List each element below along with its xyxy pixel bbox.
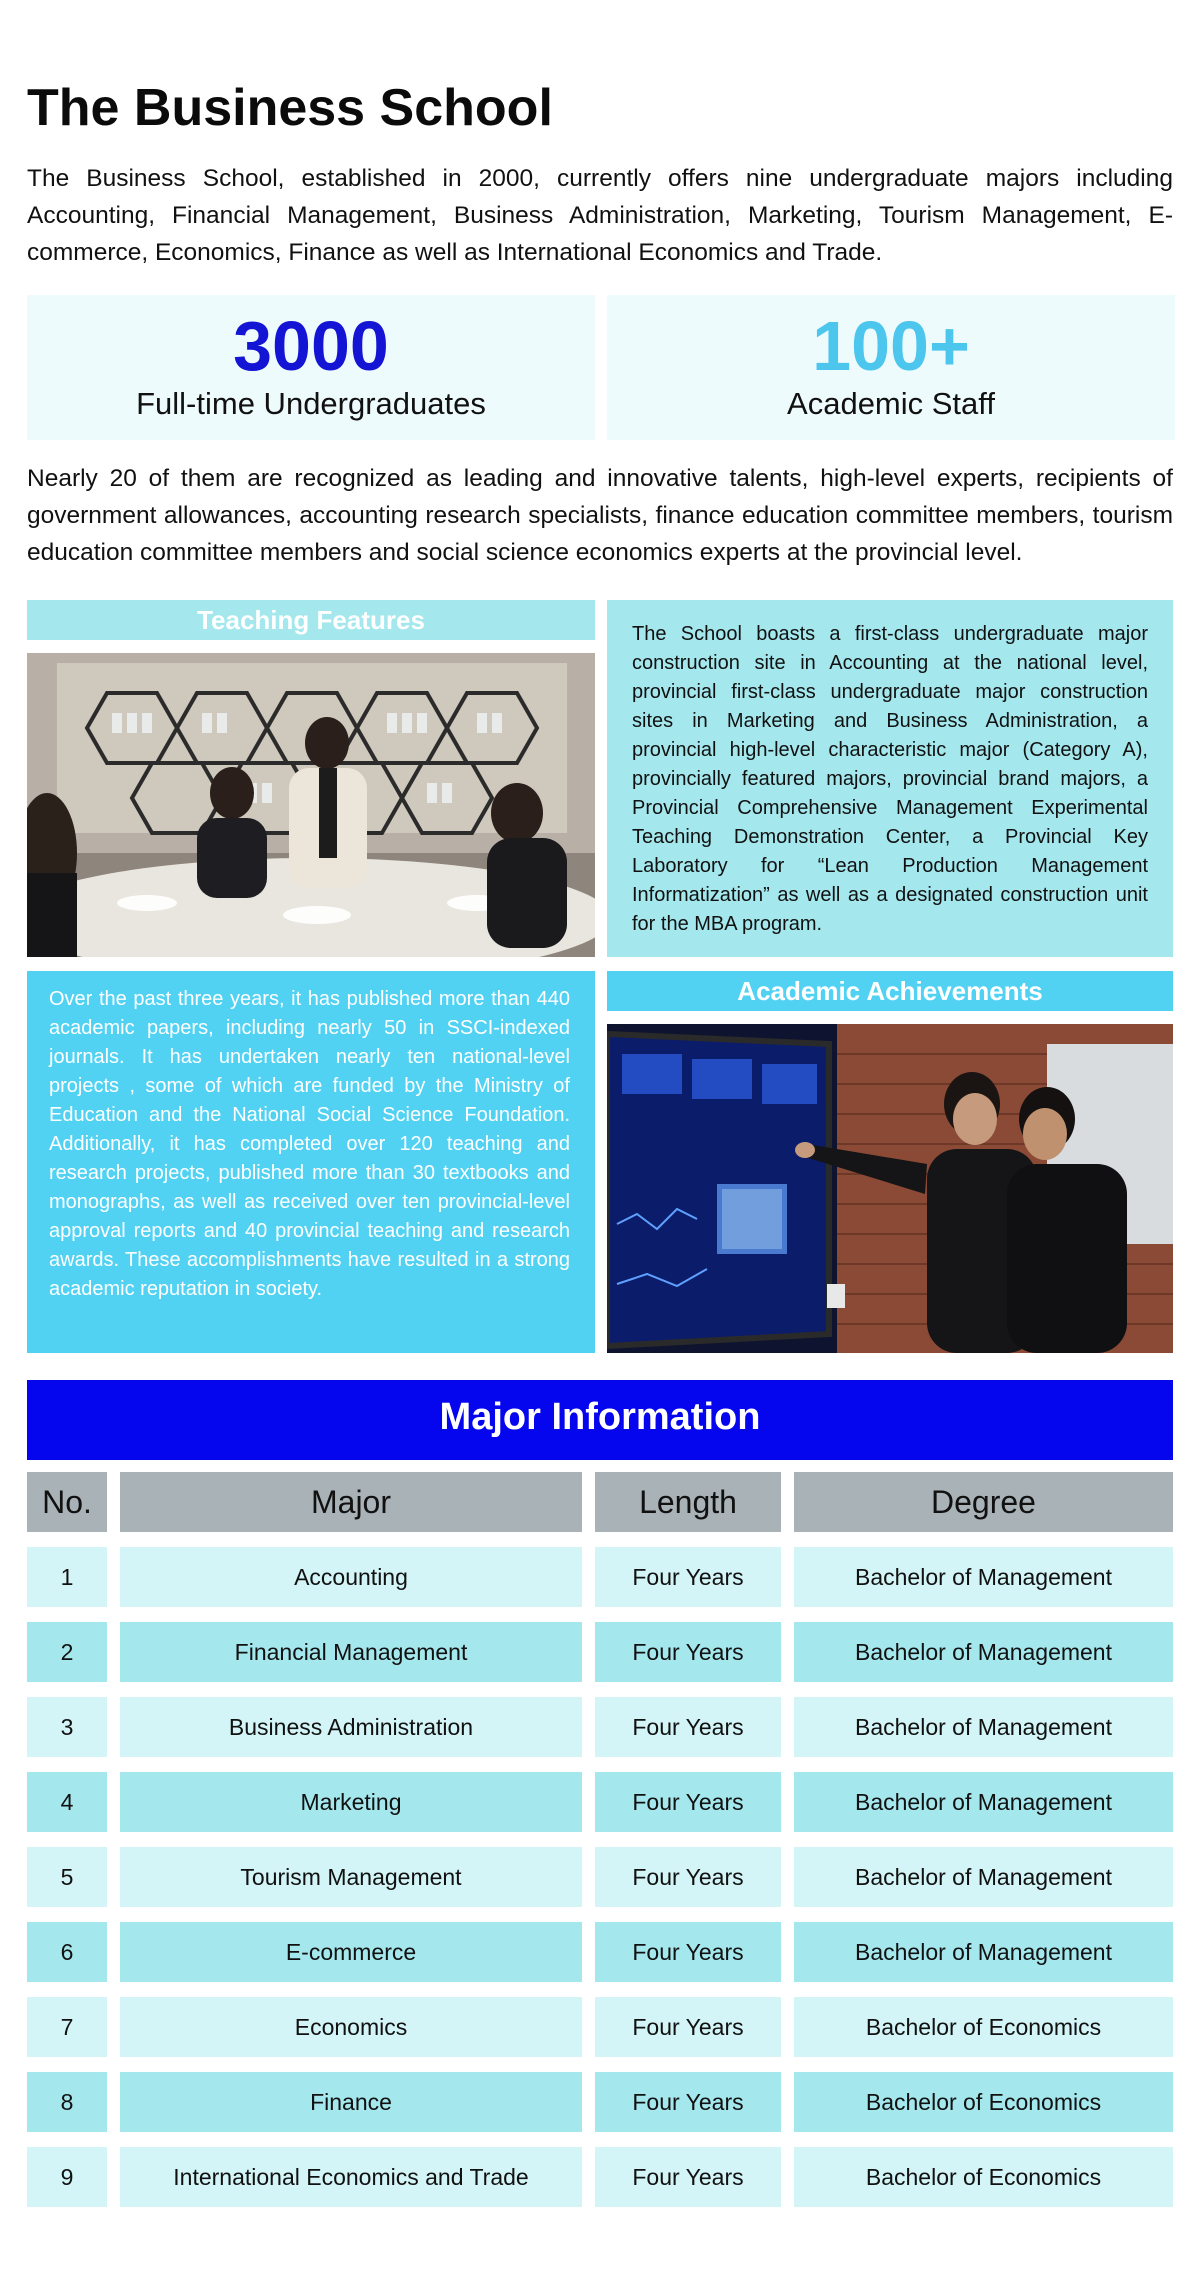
academic-achievements-text: Over the past three years, it has published more than 440 academic papers, including nearly 50 in SSCI-indexed journals. It has undertaken nearly ten national-level projects , some of which are funded by the Ministry of Education and the National Social Science Foundation. Additionally, it has completed over 120 teaching and research projects, published more than 30 textbooks and monographs, as well as received over ten provincial-level approval reports and 40 provincial teaching and research awards. These accomplishments have resulted in a strong academic reputation in society. xyxy=(27,971,595,1353)
cell-major: Accounting xyxy=(120,1547,582,1607)
cell-length: Four Years xyxy=(595,2147,781,2207)
cell-degree: Bachelor of Economics xyxy=(794,2147,1173,2207)
cell-major: Finance xyxy=(120,2072,582,2132)
cell-length: Four Years xyxy=(595,2072,781,2132)
cell-no: 4 xyxy=(27,1772,107,1832)
cell-no: 8 xyxy=(27,2072,107,2132)
cell-degree: Bachelor of Management xyxy=(794,1622,1173,1682)
cell-major: Financial Management xyxy=(120,1622,582,1682)
cell-degree: Bachelor of Management xyxy=(794,1772,1173,1832)
table-row xyxy=(27,1997,1173,2057)
stat-value: 3000 xyxy=(233,307,389,385)
cell-length: Four Years xyxy=(595,1772,781,1832)
column-header-major: Major xyxy=(120,1472,582,1532)
cell-degree: Bachelor of Economics xyxy=(794,1997,1173,2057)
cell-no: 7 xyxy=(27,1997,107,2057)
table-row xyxy=(27,1547,1173,1607)
academic-achievements-heading: Academic Achievements xyxy=(607,971,1173,1011)
cell-length: Four Years xyxy=(595,1547,781,1607)
dashboard-presentation-illustration xyxy=(607,1024,1173,1353)
achievements-photo xyxy=(607,1024,1173,1353)
column-header-degree: Degree xyxy=(794,1472,1173,1532)
teaching-features-heading: Teaching Features xyxy=(27,600,595,640)
dining-lesson-illustration xyxy=(27,653,595,957)
cell-length: Four Years xyxy=(595,1622,781,1682)
table-row xyxy=(27,1847,1173,1907)
cell-length: Four Years xyxy=(595,1922,781,1982)
staff-paragraph: Nearly 20 of them are recognized as leading and innovative talents, high-level experts, recipients of government allowances, accounting research specialists, finance education committee members, tourism education committee members and social science economics experts at the provincial level. xyxy=(27,465,1173,566)
cell-degree: Bachelor of Management xyxy=(794,1847,1173,1907)
stat-undergraduates xyxy=(27,295,595,440)
cell-major: Business Administration xyxy=(120,1697,582,1757)
table-row xyxy=(27,1772,1173,1832)
cell-length: Four Years xyxy=(595,1847,781,1907)
page-title: The Business School xyxy=(27,79,553,137)
cell-major: Economics xyxy=(120,1997,582,2057)
table-row xyxy=(27,2147,1173,2207)
cell-length: Four Years xyxy=(595,1997,781,2057)
cell-degree: Bachelor of Economics xyxy=(794,2072,1173,2132)
teaching-photo xyxy=(27,653,595,957)
table-row xyxy=(27,1922,1173,1982)
cell-major: International Economics and Trade xyxy=(120,2147,582,2207)
stat-label: Academic Staff xyxy=(787,386,995,421)
cell-degree: Bachelor of Management xyxy=(794,1547,1173,1607)
cell-no: 3 xyxy=(27,1697,107,1757)
stats-row xyxy=(27,295,1173,440)
table-row xyxy=(27,1622,1173,1682)
cell-degree: Bachelor of Management xyxy=(794,1922,1173,1982)
column-header-length: Length xyxy=(595,1472,781,1532)
table-row xyxy=(27,1697,1173,1757)
teaching-features-text: The School boasts a first-class undergraduate major construction site in Accounting at the national level, provincial first-class undergraduate major construction sites in Marketing and Business Administration, a provincial high-level characteristic major (Category A), provincially featured majors, provincial brand majors, a Provincial Comprehensive Management Experimental Teaching Demonstration Center, a Provincial Key Laboratory for “Lean Production Management Informatization” as well as a designated construction unit for the MBA program. xyxy=(607,600,1173,957)
column-header-no: No. xyxy=(27,1472,107,1532)
intro-paragraph: The Business School, established in 2000, currently offers nine undergraduate majors including Accounting, Financial Management, Business Administration, Marketing, Tourism Management, E-commerce, Economics, Finance as well as International Economics and Trade. xyxy=(27,165,1173,266)
table-row xyxy=(27,2072,1173,2132)
cell-no: 1 xyxy=(27,1547,107,1607)
cell-no: 9 xyxy=(27,2147,107,2207)
cell-length: Four Years xyxy=(595,1697,781,1757)
cell-no: 2 xyxy=(27,1622,107,1682)
stat-academic-staff xyxy=(607,295,1175,440)
cell-major: E-commerce xyxy=(120,1922,582,1982)
table-header-row xyxy=(27,1472,1173,1532)
cell-degree: Bachelor of Management xyxy=(794,1697,1173,1757)
cell-no: 6 xyxy=(27,1922,107,1982)
cell-major: Tourism Management xyxy=(120,1847,582,1907)
cell-no: 5 xyxy=(27,1847,107,1907)
stat-value: 100+ xyxy=(812,307,970,385)
stat-label: Full-time Undergraduates xyxy=(136,386,486,421)
major-information-heading: Major Information xyxy=(27,1380,1173,1460)
cell-major: Marketing xyxy=(120,1772,582,1832)
